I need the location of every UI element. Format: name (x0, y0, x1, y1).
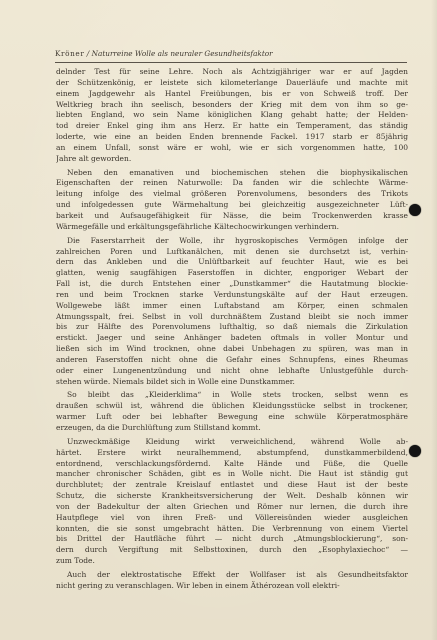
text-line: der Schützenkönig, er leistete sich kilometerlange Dauerläufe und machte mit (56, 77, 408, 87)
binder-hole-top (409, 204, 421, 216)
text-line: Eigenschaften der reinen Naturwolle: Da fanden wir die schlechte Wärme- (56, 178, 408, 188)
text-line: Auch der elektrostatische Effekt der Wollfaser ist als Gesundheitsfaktor (67, 569, 408, 579)
text-line: stehen würde. Niemals bildet sich in Wolle eine Dunstkammer. (56, 376, 295, 386)
text-line: glatten, wenig saugfähigen Faserstoffen in dichter, engporiger Webart der (56, 268, 408, 278)
paragraph (56, 236, 408, 388)
text-line: zum Tode. (56, 556, 95, 566)
text-line: von der Badekultur der alten Griechen und Römer nur lernen, die durch ihre (56, 501, 408, 511)
text-line: dern durch Vergiftung mit Selbsttoxinen, durch den „Esophylaxiechoc“ — (56, 545, 408, 555)
paragraph (56, 390, 408, 433)
header-rule (55, 62, 407, 63)
text-line: leitung infolge des vielmal größeren Porenvolumens, besonders des Trikots (56, 189, 408, 199)
text-line: Weltkrieg brach ihn seelisch, besonders der Krieg mit dem von ihm so ge- (56, 99, 408, 109)
text-line: Neben den emanativen und biochemischen stehen die biophysikalischen (67, 167, 408, 177)
body-text (56, 67, 408, 592)
text-line: Unzweckmäßige Kleidung wirkt verweichlichend, während Wolle ab- (67, 436, 408, 446)
paragraph (56, 570, 408, 592)
text-line: Wollgewebe läßt immer einen Luftabstand am Körper, einen schmalen (56, 300, 408, 310)
text-line: entordnend, verschlackungsfördernd. Kalte Hände und Füße, die Quelle (56, 458, 408, 468)
text-line: barkeit und Aufsaugefähigkeit für Nässe, die beim Trockenwerden krasse (56, 210, 408, 220)
text-line: und infolgedessen gute Wärmehaltung bei gleichzeitig ausgezeichneter Lüft- (56, 200, 408, 210)
text-line: warmer Luft oder bei lebhafter Bewegung eine schwüle Körperatmosphäre (56, 412, 408, 422)
text-line: ren und beim Trocknen starke Verdunstungskälte auf der Haut erzeugen. (56, 289, 408, 299)
text-line: So bleibt das „Kleiderklima“ in Wolle stets trocken, selbst wenn es (67, 390, 408, 400)
text-line: Hautpflege viel von ihren Freß- und Völlereisünden wieder ausgleichen (56, 512, 408, 522)
text-line: an einem Unfall, sonst wäre er wohl, wie er sich vorgenommen hatte, 100 (56, 142, 408, 152)
text-line: Jahre alt geworden. (56, 153, 132, 163)
text-line: loderte, wie eine an beiden Enden brennende Fackel. 1917 starb er 85jährig (56, 132, 408, 142)
text-line: ließen sich im Wind trocknen, ohne dabei Unbehagen zu spüren, was man in (56, 344, 408, 354)
binder-hole-bottom (409, 445, 421, 457)
running-head-separator: / (86, 49, 90, 58)
text-line: Fall ist, die durch Entstehen einer „Dunstkammer“ die Hautatmung blockie- (56, 279, 408, 289)
text-line: anderen Faserstoffen nicht ohne die Gefahr eines Schnupfens, eines Rheumas (56, 354, 408, 364)
text-line: Atmungsspalt, frei. Selbst in voll durchnäßtem Zustand bleibt sie noch immer (56, 311, 408, 321)
paragraph (56, 437, 408, 567)
running-head-title: Naturreine Wolle als neuraler Gesundheitsfaktor (91, 49, 273, 58)
text-line: tod dreier Enkel ging ihm ans Herz. Er hatte ein Temperament, das ständig (56, 121, 408, 131)
paragraph (56, 168, 408, 233)
text-line: härtet. Erstere wirkt neuralhemmend, abstumpfend, dunstkammerbildend, (56, 447, 408, 457)
text-line: bis zur Hälfte des Porenvolumens lufthaltig, so daß niemals die Zirkulation (56, 322, 408, 332)
text-line: erstickt. Jaeger und seine Anhänger badeten oftmals in voller Montur und (56, 333, 408, 343)
text-line: liebten England, wo sein Name königlichen Klang gehabt hatte; der Helden- (56, 110, 408, 120)
text-line: dern das Ankleben und die Unlüftbarkeit auf feuchter Haut, wie es bei (56, 257, 408, 267)
text-line: Die Faserstarrheit der Wolle, ihr hygroskopisches Vermögen infolge der (67, 235, 408, 245)
text-line: nicht gering zu veranschlagen. Wir leben in einem Äthérozean voll elektri- (56, 580, 340, 590)
text-line: erzeugen, da die Durchlüftung zum Stillstand kommt. (56, 423, 261, 432)
paragraph (56, 67, 408, 165)
text-line: konnten, die sie sonst umgebracht hätten. Die Verbrennung von einem Viertel (56, 523, 408, 533)
running-head (55, 49, 407, 59)
page-edge-shadow (431, 0, 437, 640)
text-line: bis Drittel der Hautfläche führt — nicht durch „Atmungsblockierung“, son- (56, 534, 408, 544)
text-line: Wärmegefälle und erkältungsgefährliche Kältechocwirkungen verhindern. (56, 221, 340, 231)
text-line: oder einer Lungenentzündung und nicht ohne lebhafte Unlustgefühle durch- (56, 365, 408, 375)
text-line: mancher chronischer Schäden, gibt es in Wolle nicht. Die Haut ist ständig gut (56, 469, 408, 479)
text-line: zahlreichen Poren und Luftkanälchen, mit denen sie durchsetzt ist, verhin- (56, 246, 408, 256)
text-line: draußen schwül ist, während die üblichen Kleidungsstücke selbst in trockener, (56, 401, 408, 411)
text-line: durchblutet; der zentrale Kreislauf entlastet und diese Haut ist der beste (56, 480, 408, 490)
text-line: Schutz, die sicherste Krankheitsversicherung der Welt. Deshalb können wir (56, 491, 408, 501)
text-line: einem Jagdgewehr als Hantel Freiübungen, bis er von Schweiß troff. Der (56, 88, 408, 98)
text-line: delnder Test für seine Lehre. Noch als Achtzigjähriger war er auf Jagden (56, 67, 408, 76)
running-head-author: Kröner (55, 49, 85, 58)
